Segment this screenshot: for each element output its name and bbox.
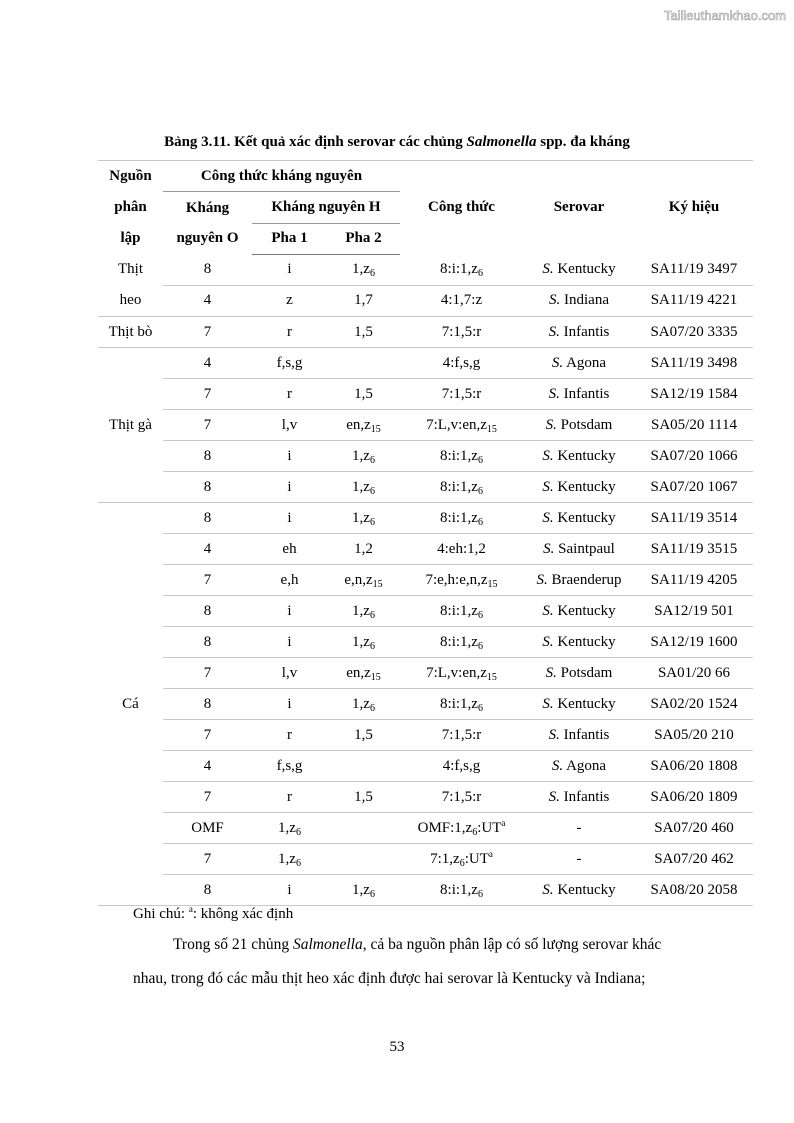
formula-cell: $8:i:1,z_6$ [400, 596, 523, 627]
antigen-o-cell: 8 [163, 596, 252, 627]
table-row [98, 782, 753, 813]
serovar-cell: S. Infantis [523, 720, 635, 751]
phase1-cell: i [252, 689, 327, 720]
source-cell: Thịt heo [98, 254, 163, 317]
code-cell: SA05/20 210 [635, 720, 753, 751]
code-cell: SA12/19 1584 [635, 379, 753, 410]
antigen-o-cell: 8 [163, 503, 252, 534]
phase2-cell: $1,z_6$ [327, 627, 400, 658]
phase2-cell [327, 751, 400, 782]
phase2-cell: $1,z_6$ [327, 596, 400, 627]
table-row [98, 285, 753, 316]
antigen-o-cell: 7 [163, 379, 252, 410]
phase1-cell: z [252, 285, 327, 316]
phase2-cell [327, 844, 400, 875]
code-cell: SA11/19 4205 [635, 565, 753, 596]
header-formula: Công thức [400, 161, 523, 255]
header-phase2: Pha 2 [327, 223, 400, 254]
formula-cell: 4:eh:1,2 [400, 534, 523, 565]
antigen-o-cell: 8 [163, 254, 252, 285]
phase1-cell: i [252, 596, 327, 627]
header-antigen-h: Kháng nguyên H [252, 192, 400, 224]
phase2-cell [327, 813, 400, 844]
phase1-cell: e,h [252, 565, 327, 596]
body-paragraph-line-1: Trong số 21 chủng Salmonella, cả ba nguồn phân lập có số lượng serovar khác [173, 936, 662, 953]
serovar-cell: S. Kentucky [523, 441, 635, 472]
formula-cell: 7:1,5:r [400, 782, 523, 813]
table-row [98, 317, 753, 348]
code-cell: SA07/20 3335 [635, 317, 753, 348]
code-cell: SA05/20 1114 [635, 410, 753, 441]
page-number: 53 [389, 1039, 405, 1055]
table-row [98, 472, 753, 503]
formula-cell: $8:i:1,z_6$ [400, 689, 523, 720]
phase2-cell: 1,5 [327, 379, 400, 410]
formula-cell: $8:i:1,z_6$ [400, 503, 523, 534]
serovar-cell: S. Potsdam [523, 410, 635, 441]
antigen-o-cell: 7 [163, 565, 252, 596]
antigen-o-cell: 8 [163, 627, 252, 658]
antigen-o-cell: 7 [163, 720, 252, 751]
formula-cell: $7:L,v:en,z_{15}$ [400, 410, 523, 441]
phase1-cell: r [252, 379, 327, 410]
serovar-cell: S. Kentucky [523, 627, 635, 658]
antigen-o-cell: 8 [163, 875, 252, 906]
header-code: Ký hiệu [635, 161, 753, 255]
formula-cell: $OMF:1,z_6:UT^a$ [400, 813, 523, 844]
serovar-cell: S. Kentucky [523, 472, 635, 503]
table-row [98, 658, 753, 689]
phase2-cell: $1,z_6$ [327, 472, 400, 503]
table-row [98, 720, 753, 751]
formula-cell: 7:1,5:r [400, 379, 523, 410]
antigen-o-cell: 8 [163, 472, 252, 503]
serovar-cell: S. Kentucky [523, 503, 635, 534]
serovar-cell: S. Infantis [523, 379, 635, 410]
serovar-table [98, 160, 753, 906]
serovar-cell: S. Agona [523, 348, 635, 379]
table-row [98, 254, 753, 285]
phase1-cell: i [252, 254, 327, 285]
table-row [98, 348, 753, 379]
serovar-cell: - [523, 813, 635, 844]
formula-cell: 7:1,5:r [400, 720, 523, 751]
header-antigen-o: Kháng nguyên O [176, 200, 239, 246]
code-cell: SA07/20 1067 [635, 472, 753, 503]
phase1-cell: i [252, 503, 327, 534]
code-cell: SA11/19 3515 [635, 534, 753, 565]
table-body [98, 254, 753, 906]
phase2-cell: 1,5 [327, 317, 400, 348]
phase1-cell: r [252, 317, 327, 348]
serovar-cell: S. Kentucky [523, 689, 635, 720]
table-row [98, 441, 753, 472]
code-cell: SA07/20 1066 [635, 441, 753, 472]
phase1-cell: r [252, 720, 327, 751]
formula-cell: $8:i:1,z_6$ [400, 254, 523, 285]
table-row [98, 565, 753, 596]
table-row [98, 596, 753, 627]
body-paragraph-line-2: nhau, trong đó các mẫu thịt heo xác định được hai serovar là Kentucky và Indiana; [133, 970, 646, 987]
watermark: Tailieuthamkhao.com [663, 8, 786, 23]
phase1-cell: i [252, 441, 327, 472]
phase1-cell: i [252, 627, 327, 658]
header-source: Nguồn phân lập [98, 161, 163, 255]
header-antigen-formula: Công thức kháng nguyên [163, 161, 400, 192]
serovar-cell: S. Agona [523, 751, 635, 782]
formula-cell: 4:f,s,g [400, 348, 523, 379]
antigen-o-cell: 4 [163, 348, 252, 379]
source-cell: Thịt gà [98, 348, 163, 503]
header-phase1: Pha 1 [252, 223, 327, 254]
serovar-cell: S. Indiana [523, 285, 635, 316]
serovar-cell: S. Braenderup [523, 565, 635, 596]
table-row [98, 875, 753, 906]
phase2-cell: 1,5 [327, 782, 400, 813]
phase2-cell: 1,5 [327, 720, 400, 751]
table-row [98, 534, 753, 565]
phase1-cell: i [252, 875, 327, 906]
antigen-o-cell: 8 [163, 689, 252, 720]
table-row [98, 379, 753, 410]
phase1-cell: eh [252, 534, 327, 565]
code-cell: SA06/20 1808 [635, 751, 753, 782]
phase2-cell: 1,7 [327, 285, 400, 316]
code-cell: SA07/20 460 [635, 813, 753, 844]
phase2-cell: $e,n,z_{15}$ [327, 565, 400, 596]
phase2-cell: $1,z_6$ [327, 875, 400, 906]
antigen-o-cell: 4 [163, 534, 252, 565]
formula-cell: $8:i:1,z_6$ [400, 875, 523, 906]
table-row [98, 689, 753, 720]
phase1-cell: r [252, 782, 327, 813]
code-cell: SA11/19 4221 [635, 285, 753, 316]
serovar-cell: S. Infantis [523, 782, 635, 813]
serovar-cell: S. Kentucky [523, 254, 635, 285]
code-cell: SA11/19 3498 [635, 348, 753, 379]
source-cell: Cá [98, 503, 163, 906]
antigen-o-cell: 7 [163, 844, 252, 875]
code-cell: SA01/20 66 [635, 658, 753, 689]
phase1-cell: i [252, 472, 327, 503]
phase1-cell: l,v [252, 658, 327, 689]
phase1-cell: $1,z_6$ [252, 844, 327, 875]
source-cell: Thịt bò [98, 317, 163, 348]
phase1-cell: f,s,g [252, 751, 327, 782]
table-row [98, 627, 753, 658]
antigen-o-cell: 8 [163, 441, 252, 472]
serovar-cell: - [523, 844, 635, 875]
table-note: Ghi chú: $^a$: không xác định [133, 904, 294, 922]
phase2-cell: $1,z_6$ [327, 254, 400, 285]
serovar-cell: S. Kentucky [523, 875, 635, 906]
formula-cell: $8:i:1,z_6$ [400, 472, 523, 503]
serovar-cell: S. Infantis [523, 317, 635, 348]
antigen-o-cell: OMF [163, 813, 252, 844]
table-row [98, 503, 753, 534]
formula-cell: $7:L,v:en,z_{15}$ [400, 658, 523, 689]
serovar-cell: S. Saintpaul [523, 534, 635, 565]
antigen-o-cell: 7 [163, 410, 252, 441]
code-cell: SA12/19 501 [635, 596, 753, 627]
formula-cell: 4:1,7:z [400, 285, 523, 316]
formula-cell: 4:f,s,g [400, 751, 523, 782]
code-cell: SA12/19 1600 [635, 627, 753, 658]
phase2-cell: $1,z_6$ [327, 441, 400, 472]
formula-cell: 7:1,5:r [400, 317, 523, 348]
antigen-o-cell: 7 [163, 317, 252, 348]
formula-cell: $8:i:1,z_6$ [400, 627, 523, 658]
serovar-cell: S. Potsdam [523, 658, 635, 689]
phase2-cell: $1,z_6$ [327, 503, 400, 534]
antigen-o-cell: 4 [163, 285, 252, 316]
formula-cell: $7:1,z_6:UT^a$ [400, 844, 523, 875]
table-caption: Bảng 3.11. Kết quả xác định serovar các chủng Salmonella spp. đa kháng [164, 134, 630, 150]
phase2-cell: 1,2 [327, 534, 400, 565]
phase1-cell: l,v [252, 410, 327, 441]
antigen-o-cell: 7 [163, 658, 252, 689]
code-cell: SA11/19 3497 [635, 254, 753, 285]
table-row [98, 844, 753, 875]
phase2-cell [327, 348, 400, 379]
code-cell: SA08/20 2058 [635, 875, 753, 906]
antigen-o-cell: 7 [163, 782, 252, 813]
phase2-cell: $1,z_6$ [327, 689, 400, 720]
code-cell: SA02/20 1524 [635, 689, 753, 720]
code-cell: SA07/20 462 [635, 844, 753, 875]
formula-cell: $8:i:1,z_6$ [400, 441, 523, 472]
code-cell: SA06/20 1809 [635, 782, 753, 813]
phase2-cell: $en,z_{15}$ [327, 410, 400, 441]
code-cell: SA11/19 3514 [635, 503, 753, 534]
serovar-cell: S. Kentucky [523, 596, 635, 627]
table-row [98, 813, 753, 844]
antigen-o-cell: 4 [163, 751, 252, 782]
header-serovar: Serovar [523, 161, 635, 255]
phase1-cell: f,s,g [252, 348, 327, 379]
table-row [98, 751, 753, 782]
formula-cell: $7:e,h:e,n,z_{15}$ [400, 565, 523, 596]
phase2-cell: $en,z_{15}$ [327, 658, 400, 689]
table-row [98, 410, 753, 441]
phase1-cell: $1,z_6$ [252, 813, 327, 844]
